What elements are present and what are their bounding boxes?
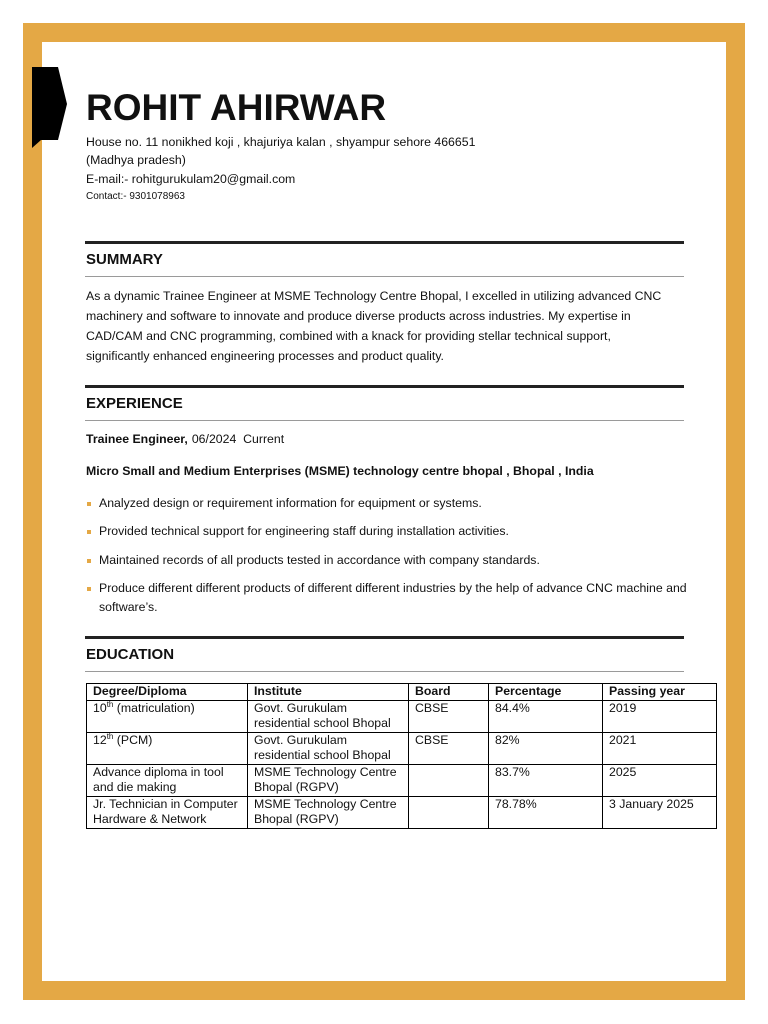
degree-cell: Jr. Technician in Computer Hardware & Network xyxy=(87,796,248,828)
column-header-institute: Institute xyxy=(248,684,409,701)
bullet-text: Produce different different products of different different industries by the help of advance CNC machine and software’s. xyxy=(99,581,687,614)
job-title: Trainee Engineer, xyxy=(86,432,188,446)
percentage-cell: 84.4% xyxy=(489,700,603,732)
degree-cell: 10th (matriculation) xyxy=(87,700,248,732)
degree-cell: Advance diploma in tool and die making xyxy=(87,764,248,796)
experience-bullet xyxy=(86,522,688,541)
summary-rule-bottom xyxy=(85,276,684,277)
experience-bullet xyxy=(86,579,688,617)
email-line: E-mail:- rohitgurukulam20@gmail.com xyxy=(86,172,296,186)
address-line-1: House no. 11 nonikhed koji , khajuriya kalan , shyampur sehore 466651 xyxy=(86,135,476,149)
institute-cell: Govt. Gurukulam residential school Bhopal xyxy=(248,732,409,764)
table-header-row xyxy=(87,684,717,701)
column-header-passing-year: Passing year xyxy=(603,684,717,701)
summary-heading: SUMMARY xyxy=(86,251,163,268)
bullet-text: Maintained records of all products tested in accordance with company standards. xyxy=(99,553,540,567)
candidate-name: ROHIT AHIRWAR xyxy=(86,87,387,128)
experience-bullet xyxy=(86,494,688,513)
bullet-marker-icon xyxy=(87,559,91,563)
percentage-cell: 82% xyxy=(489,732,603,764)
board-cell: CBSE xyxy=(409,732,489,764)
column-header-board: Board xyxy=(409,684,489,701)
year-cell: 2025 xyxy=(603,764,717,796)
table-row xyxy=(87,700,717,732)
table-row xyxy=(87,764,717,796)
contact-line: Contact:- 9301078963 xyxy=(86,191,185,202)
bullet-text: Analyzed design or requirement information for equipment or systems. xyxy=(99,496,482,510)
bullet-marker-icon xyxy=(87,502,91,506)
experience-bullet xyxy=(86,551,688,570)
board-cell xyxy=(409,796,489,828)
job-dates: 06/2024 Current xyxy=(191,432,285,446)
address-line-2: (Madhya pradesh) xyxy=(86,153,186,167)
percentage-cell: 83.7% xyxy=(489,764,603,796)
bullet-text: Provided technical support for engineering staff during installation activities. xyxy=(99,524,509,538)
bullet-marker-icon xyxy=(87,530,91,534)
institute-cell: MSME Technology Centre Bhopal (RGPV) xyxy=(248,764,409,796)
column-header-percentage: Percentage xyxy=(489,684,603,701)
experience-rule-bottom xyxy=(85,420,684,421)
education-table xyxy=(86,683,717,829)
table-row xyxy=(87,732,717,764)
year-cell: 2019 xyxy=(603,700,717,732)
table-row xyxy=(87,796,717,828)
experience-heading: EXPERIENCE xyxy=(86,395,183,412)
percentage-cell: 78.78% xyxy=(489,796,603,828)
institute-cell: Govt. Gurukulam residential school Bhopal xyxy=(248,700,409,732)
year-cell: 3 January 2025 xyxy=(603,796,717,828)
summary-text: As a dynamic Trainee Engineer at MSME Technology Centre Bhopal, I excelled in utilizing advanced CNC machinery and software to innovate and produce diverse products across industries. My expertise in CAD/CAM and CNC programming, combined with a knack for providing stellar technical support, significantly enhanced engineering processes and product quality. xyxy=(86,289,662,363)
year-cell: 2021 xyxy=(603,732,717,764)
education-rule-bottom xyxy=(85,671,684,672)
employer-name: Micro Small and Medium Enterprises (MSME) technology centre bhopal , Bhopal , India xyxy=(86,464,594,478)
summary-rule-top xyxy=(85,241,684,244)
institute-cell: MSME Technology Centre Bhopal (RGPV) xyxy=(248,796,409,828)
degree-cell: 12th (PCM) xyxy=(87,732,248,764)
experience-rule-top xyxy=(85,385,684,388)
education-rule-top xyxy=(85,636,684,639)
job-title-line xyxy=(86,431,284,447)
board-cell: CBSE xyxy=(409,700,489,732)
column-header-degree: Degree/Diploma xyxy=(87,684,248,701)
ribbon-tag-icon xyxy=(32,67,68,149)
education-heading: EDUCATION xyxy=(86,646,175,663)
bullet-marker-icon xyxy=(87,587,91,591)
board-cell xyxy=(409,764,489,796)
